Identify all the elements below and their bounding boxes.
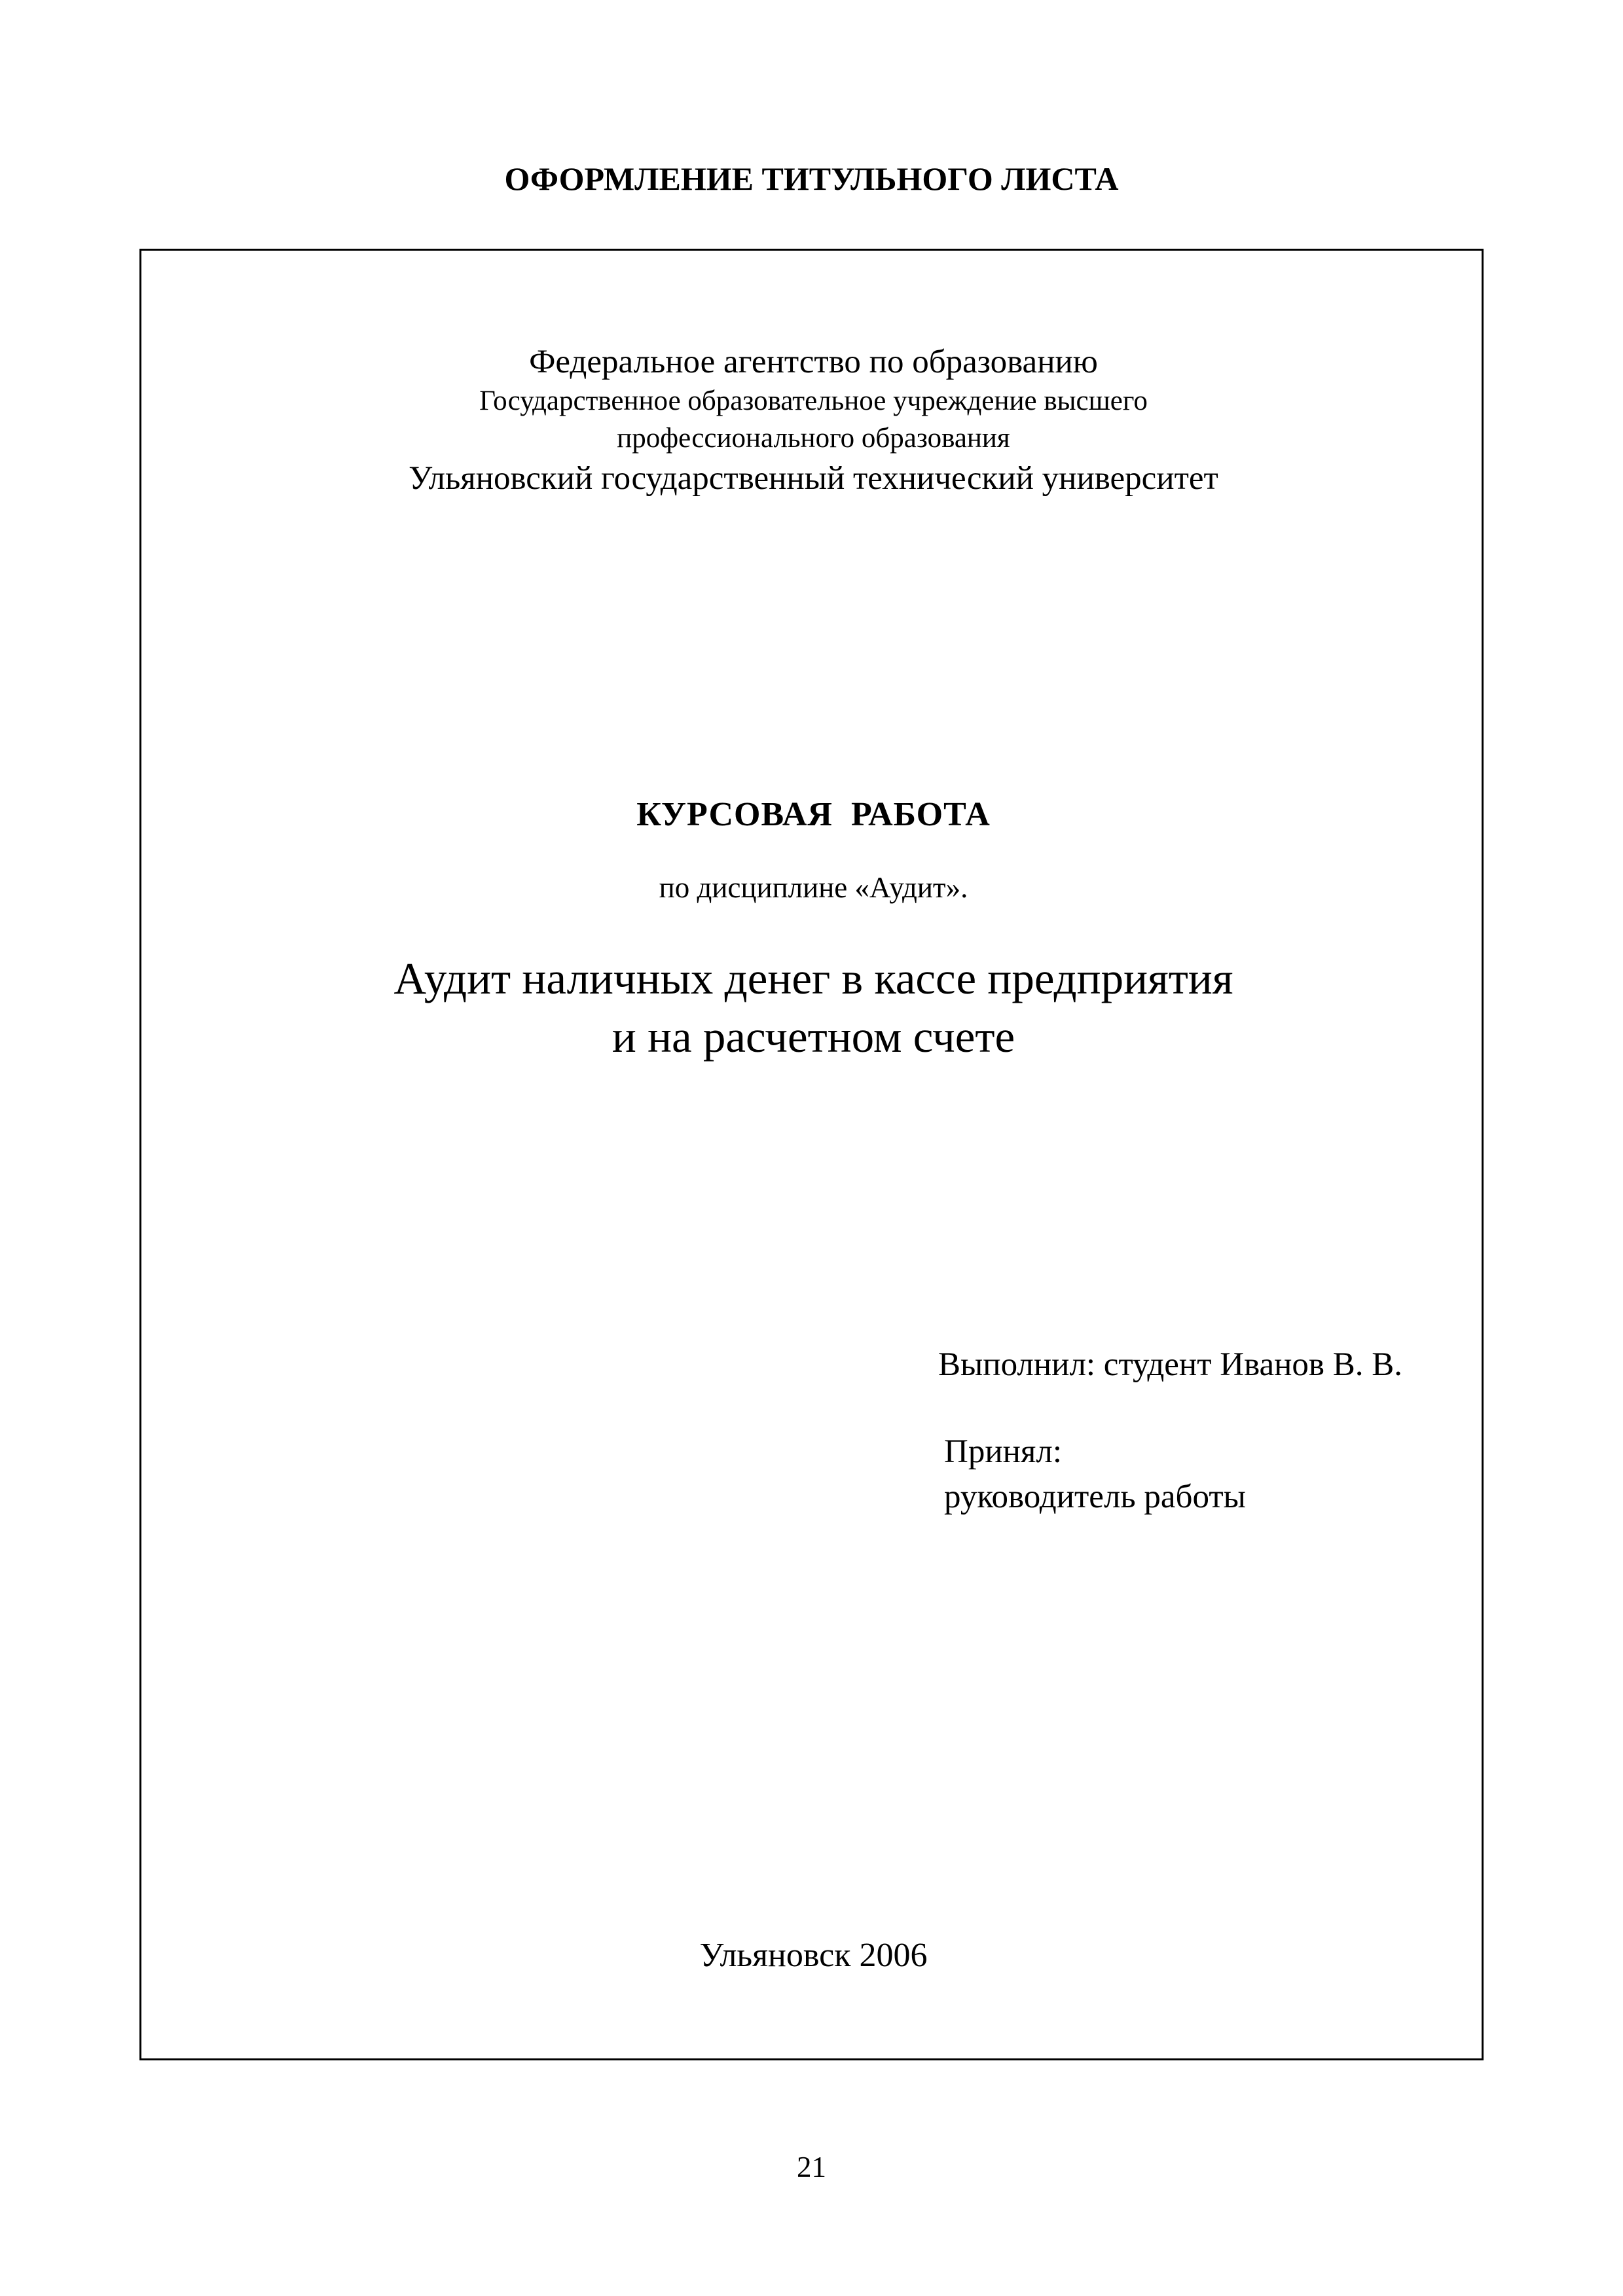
agency-name: Федеральное агентство по образованию [529,344,1098,380]
city-year: Ульяновск 2006 [699,1937,928,1974]
university-name: Ульяновский государственный технический университет [409,460,1218,497]
topic-line-1: Аудит наличных денег в кассе предприятия [393,954,1233,1003]
page-heading: ОФОРМЛЕНИЕ ТИТУЛЬНОГО ЛИСТА [504,160,1119,197]
title-page-frame [139,249,1484,2060]
page-number: 21 [797,2151,826,2183]
accepted-label: Принял: [944,1433,1062,1470]
discipline-line: по дисциплине «Аудит». [659,871,968,904]
institution-line-1: Государственное образовательное учреждение высшего [479,386,1148,416]
performed-by-line: Выполнил: студент Иванов В. В. [938,1346,1403,1383]
institution-line-2: профессионального образования [617,423,1010,454]
supervisor-label: руководитель работы [944,1479,1246,1515]
topic-line-2: и на расчетном счете [611,1012,1015,1062]
work-type-title: КУРСОВАЯ РАБОТА [636,796,991,833]
